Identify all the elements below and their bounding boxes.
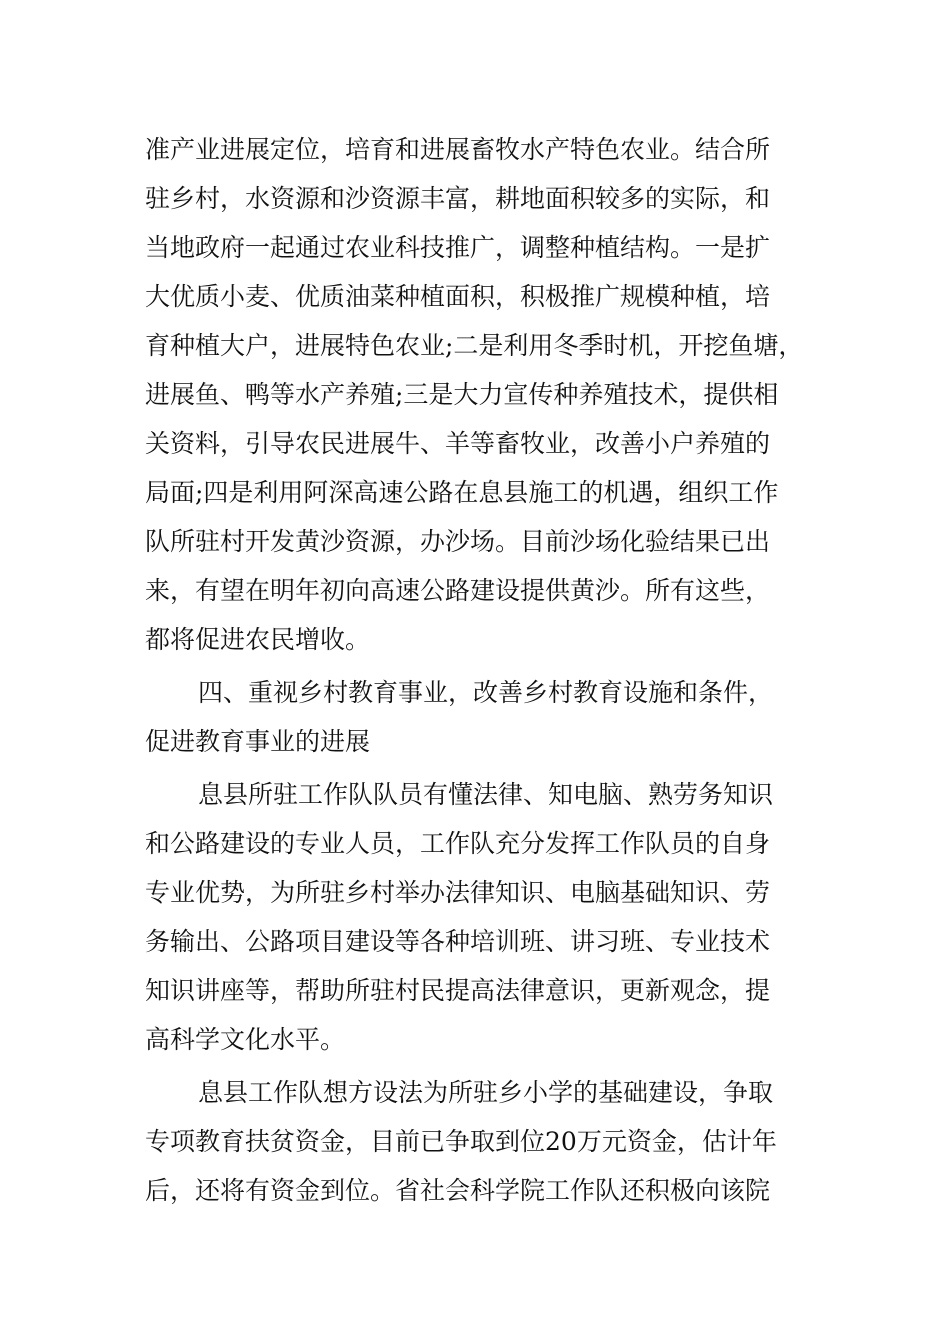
text-line: 准产业进展定位，培育和进展畜牧水产特色农业。结合所 <box>145 135 771 164</box>
text-line: 务输出、公路项目建设等各种培训班、讲习班、专业技术 <box>145 927 771 956</box>
text-line: 育种植大户，进展特色农业;二是利用冬季时机，开挖鱼塘， <box>145 331 804 360</box>
text-line: 大优质小麦、优质油菜种植面积，积极推广规模种植，培 <box>145 282 771 311</box>
text-line: 局面;四是利用阿深高速公路在息县施工的机遇，组织工作 <box>145 478 779 507</box>
paragraph-first-line: 息县所驻工作队队员有懂法律、知电脑、熟劳务知识 <box>198 780 774 809</box>
section-heading-continued: 促进教育事业的进展 <box>145 727 371 756</box>
text-line: 高科学文化水平。 <box>145 1025 346 1054</box>
text-line: 都将促进农民增收。 <box>145 625 371 654</box>
text-line: 队所驻村开发黄沙资源，办沙场。目前沙场化验结果已出 <box>145 527 771 556</box>
text-line: 和公路建设的专业人员，工作队充分发挥工作队员的自身 <box>145 829 771 858</box>
section-heading: 四、重视乡村教育事业，改善乡村教育设施和条件， <box>198 678 774 707</box>
text-line: 驻乡村，水资源和沙资源丰富，耕地面积较多的实际，和 <box>145 184 771 213</box>
text-line: 专项教育扶贫资金，目前已争取到位20万元资金，估计年 <box>145 1127 777 1156</box>
text-line: 进展鱼、鸭等水产养殖;三是大力宣传种养殖技术，提供相 <box>145 380 779 409</box>
text-line: 来，有望在明年初向高速公路建设提供黄沙。所有这些， <box>145 576 771 605</box>
text-line: 后，还将有资金到位。省社会科学院工作队还积极向该院 <box>145 1176 771 1205</box>
text-line: 知识讲座等，帮助所驻村民提高法律意识，更新观念，提 <box>145 976 771 1005</box>
text-line: 专业优势，为所驻乡村举办法律知识、电脑基础知识、劳 <box>145 878 771 907</box>
paragraph-first-line: 息县工作队想方设法为所驻乡小学的基础建设，争取 <box>198 1078 774 1107</box>
text-line: 当地政府一起通过农业科技推广，调整种植结构。一是扩 <box>145 233 771 262</box>
text-line: 关资料，引导农民进展牛、羊等畜牧业，改善小户养殖的 <box>145 429 771 458</box>
